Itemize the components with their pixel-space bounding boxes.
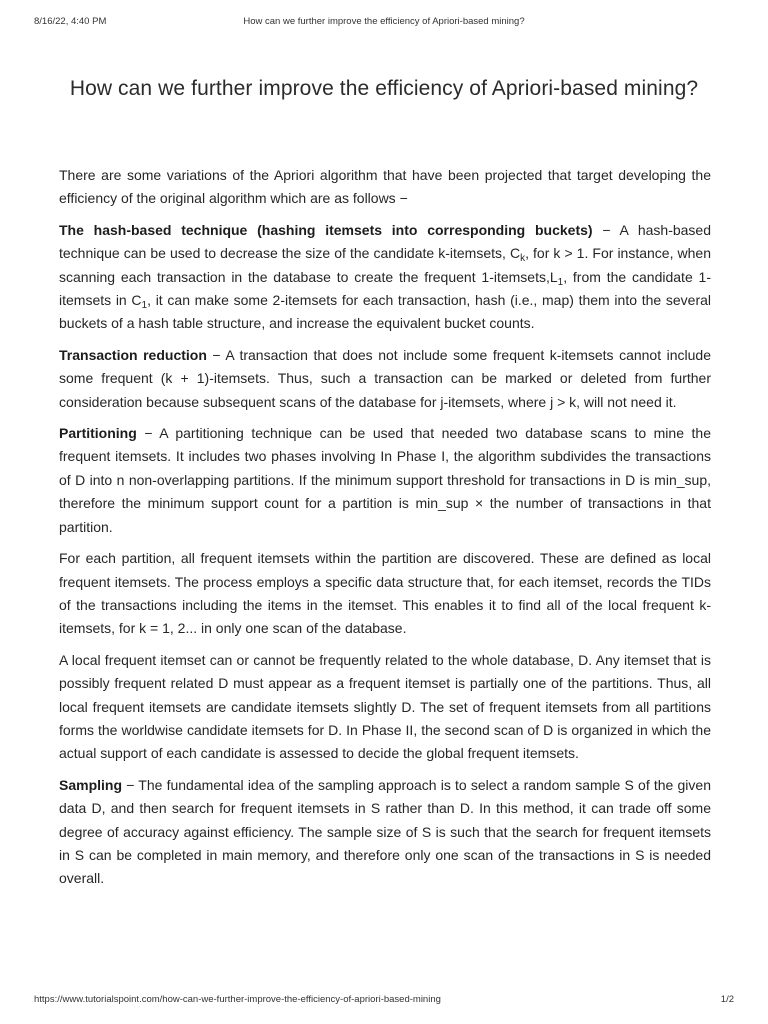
print-page-number: 1/2 xyxy=(720,994,734,1005)
transaction-reduction-term: Transaction reduction xyxy=(59,346,207,363)
hash-technique-paragraph xyxy=(59,219,711,336)
sampling-text: − The fundamental idea of the sampling approach is to select a random sample S of the given data D, and then search for frequent itemsets in S rather than D. In this method, it can trade off some degree of accuracy against efficiency. The sample size of S is such that the search for frequent itemsets in S can be completed in main memory, and therefore only one scan of the transactions in S is needed overall. xyxy=(59,776,711,887)
intro-paragraph: There are some variations of the Apriori algorithm that have been projected that target developing the efficiency of the original algorithm which are as follows − xyxy=(59,167,711,207)
page-title: How can we further improve the efficiency of Apriori-based mining? xyxy=(69,77,699,100)
subscript-k: k xyxy=(520,253,526,265)
transaction-reduction-text: − A transaction that does not include some frequent k-itemsets cannot include some frequent (k + 1)-itemsets. Thus, such a transaction can be marked or deleted from further consideration because subsequent scans of the database for j-itemsets, where j > k, will not need it. xyxy=(59,346,711,410)
hash-text-2: , for k > 1. For instance, when scanning each transaction in the database to create the frequent 1-itemsets,L xyxy=(59,245,711,285)
hash-text-4: , it can make some 2-itemsets for each transaction, hash (i.e., map) them into the several buckets of a hash table structure, and increase the equivalent bucket counts. xyxy=(59,292,711,332)
partition-detail-paragraph: For each partition, all frequent itemsets within the partition are discovered. These are defined as local frequent itemsets. The process employs a specific data structure that, for each itemset, records the TIDs of the transactions including the items in the itemset. This enables it to find all of the local frequent k-itemsets, for k = 1, 2... in only one scan of the database. xyxy=(59,550,711,637)
article-body xyxy=(59,164,711,899)
hash-technique-term: The hash-based technique (hashing itemsets into corresponding buckets) xyxy=(59,221,593,238)
subscript-1-c: 1 xyxy=(141,300,148,312)
local-frequent-paragraph: A local frequent itemset can or cannot be frequently related to the whole database, D. Any itemset that is possibly frequent related D must appear as a frequent itemset is partially one of the partitions. Thus, all local frequent itemsets are candidate itemsets slightly D. The set of frequent itemsets from all partitions forms the worldwise candidate itemsets for D. In Phase II, the second scan of D is organized in which the actual support of each candidate is assessed to decide the global frequent itemsets. xyxy=(59,651,711,762)
sampling-term: Sampling xyxy=(59,776,123,793)
print-doc-title: How can we further improve the efficiency of Apriori-based mining? xyxy=(243,16,525,27)
transaction-reduction-paragraph xyxy=(59,344,711,414)
print-url: https://www.tutorialspoint.com/how-can-we-further-improve-the-efficiency-of-apriori-based-mining xyxy=(34,994,441,1005)
partitioning-paragraph xyxy=(59,422,711,539)
print-datetime: 8/16/22, 4:40 PM xyxy=(34,16,107,27)
partitioning-text: − A partitioning technique can be used that needed two database scans to mine the frequent itemsets. It includes two phases involving In Phase I, the algorithm subdivides the transactions of D into n non-overlapping partitions. If the minimum support threshold for transactions in D is min_sup, therefore the minimum support count for a partition is min_sup × the number of transactions in that partition. xyxy=(59,425,711,535)
subscript-1-l: 1 xyxy=(557,276,564,288)
hash-text-1: − A hash-based technique can be used to decrease the size of the candidate k-itemsets, C xyxy=(59,221,711,262)
hash-text-3: , from the candidate 1-itemsets in C xyxy=(59,268,711,309)
partitioning-term: Partitioning xyxy=(59,425,137,442)
sampling-paragraph xyxy=(59,774,711,891)
